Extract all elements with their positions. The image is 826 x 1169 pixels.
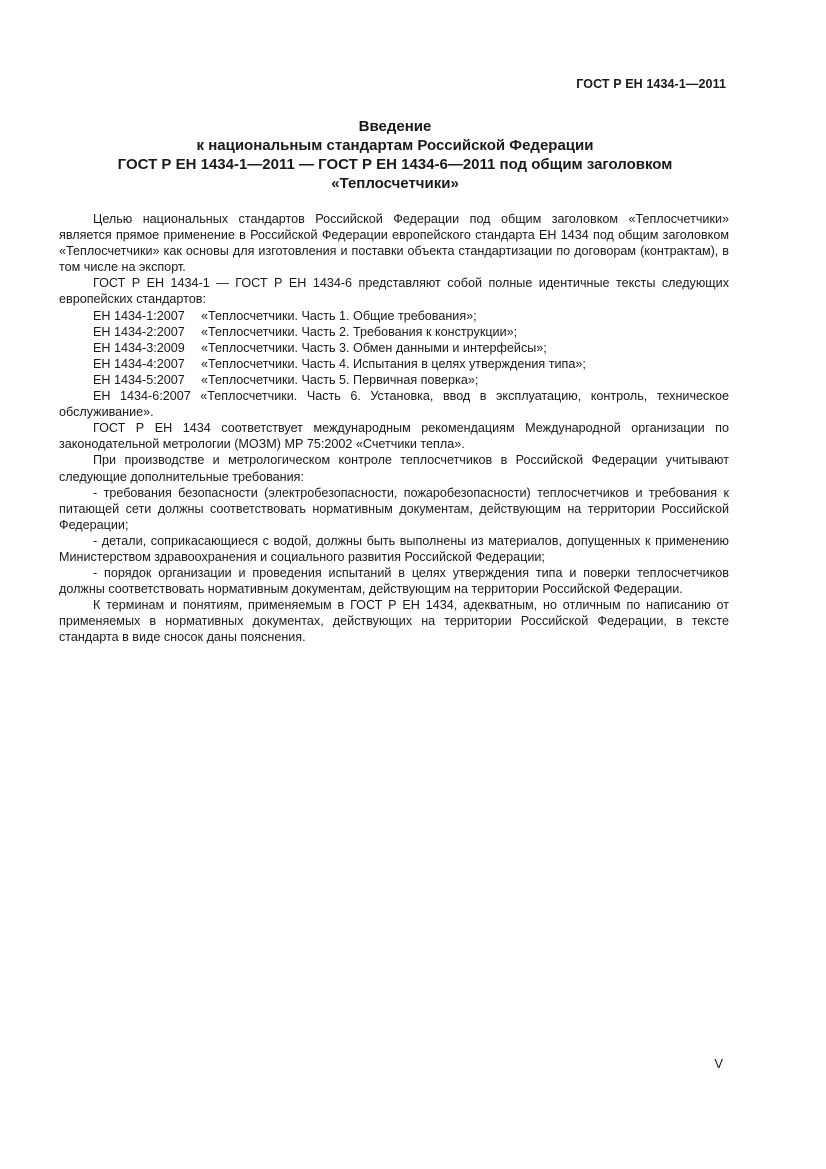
standard-code: ЕН 1434-6:2007	[93, 389, 191, 404]
page-number: V	[714, 1056, 723, 1071]
introduction-body	[59, 211, 729, 646]
standard-item	[59, 356, 729, 372]
title-line-1: Введение	[358, 118, 432, 135]
paragraph-requirements: При производстве и метрологическом контроле теплосчетчиков в Российской Федерации учитывают следующие дополнительные требования:	[59, 453, 729, 484]
title-line-4: «Теплосчетчики»	[331, 175, 459, 192]
standard-code: ЕН 1434-4:2007	[93, 356, 185, 371]
title-line-2: к национальным стандартам Российской Федерации	[196, 137, 594, 154]
paragraph-purpose: Целью национальных стандартов Российской Федерации под общим заголовком «Теплосчетчики» является прямое применение в Российской Федерации европейского стандарта ЕН 1434 под общим заголовком «Теплосчетчики» как основы для изготовления и поставки объекта стандартизации по договорам (контрактам), в том числе на экспорт.	[59, 212, 729, 275]
title-line-3: ГОСТ Р ЕН 1434-1—2011 — ГОСТ Р ЕН 1434-6—2011 под общим заголовком	[117, 156, 673, 173]
standard-item	[59, 388, 729, 420]
bullet-testing: - порядок организации и проведения испытаний в целях утверждения типа и поверки теплосчетчиков должны соответствовать нормативным документам, действующим на территории Российской Федерации.	[59, 566, 729, 597]
standard-title: «Теплосчетчики. Часть 3. Обмен данными и интерфейсы»;	[201, 340, 547, 355]
standard-title: «Теплосчетчики. Часть 2. Требования к конструкции»;	[201, 324, 518, 339]
standard-title: «Теплосчетчики. Часть 5. Первичная поверка»;	[201, 372, 479, 387]
paragraph-terms: К терминам и понятиям, применяемым в ГОСТ Р ЕН 1434, адекватным, но отличным по написанию от применяемых в нормативных документах, действующих на территории Российской Федерации, в тексте стандарта в виде сносок даны пояснения.	[59, 598, 729, 645]
bullet-safety: - требования безопасности (электробезопасности, пожаробезопасности) теплосчетчиков и требования к питающей сети должны соответствовать нормативным документам, действующим на территории Российской Федерации;	[59, 485, 729, 532]
bullet-materials: - детали, соприкасающиеся с водой, должны быть выполнены из материалов, допущенных к применению Министерством здравоохранения и социального развития Российской Федерации;	[59, 533, 729, 564]
standard-code: ЕН 1434-1:2007	[93, 308, 185, 323]
standard-item	[59, 340, 729, 356]
standard-item	[59, 372, 729, 388]
standard-code: ЕН 1434-3:2009	[93, 340, 185, 355]
introduction-title	[60, 117, 730, 193]
standard-title: «Теплосчетчики. Часть 6. Установка, ввод в эксплуатацию, контроль, техническое обслуживание».	[59, 389, 729, 420]
standard-item	[59, 324, 729, 340]
document-code-header: ГОСТ Р ЕН 1434-1—2011	[576, 77, 726, 91]
standard-code: ЕН 1434-5:2007	[93, 372, 185, 387]
standard-title: «Теплосчетчики. Часть 4. Испытания в целях утверждения типа»;	[201, 356, 586, 371]
standard-item	[59, 308, 729, 324]
standard-code: ЕН 1434-2:2007	[93, 324, 185, 339]
paragraph-oiml: ГОСТ Р ЕН 1434 соответствует международным рекомендациям Международной организации по законодательной метрологии (МОЗМ) МР 75:2002 «Счетчики тепла».	[59, 421, 729, 452]
paragraph-identical-texts: ГОСТ Р ЕН 1434-1 — ГОСТ Р ЕН 1434-6 представляют собой полные идентичные тексты следующих европейских стандартов:	[59, 276, 729, 307]
standard-title: «Теплосчетчики. Часть 1. Общие требования»;	[201, 308, 477, 323]
